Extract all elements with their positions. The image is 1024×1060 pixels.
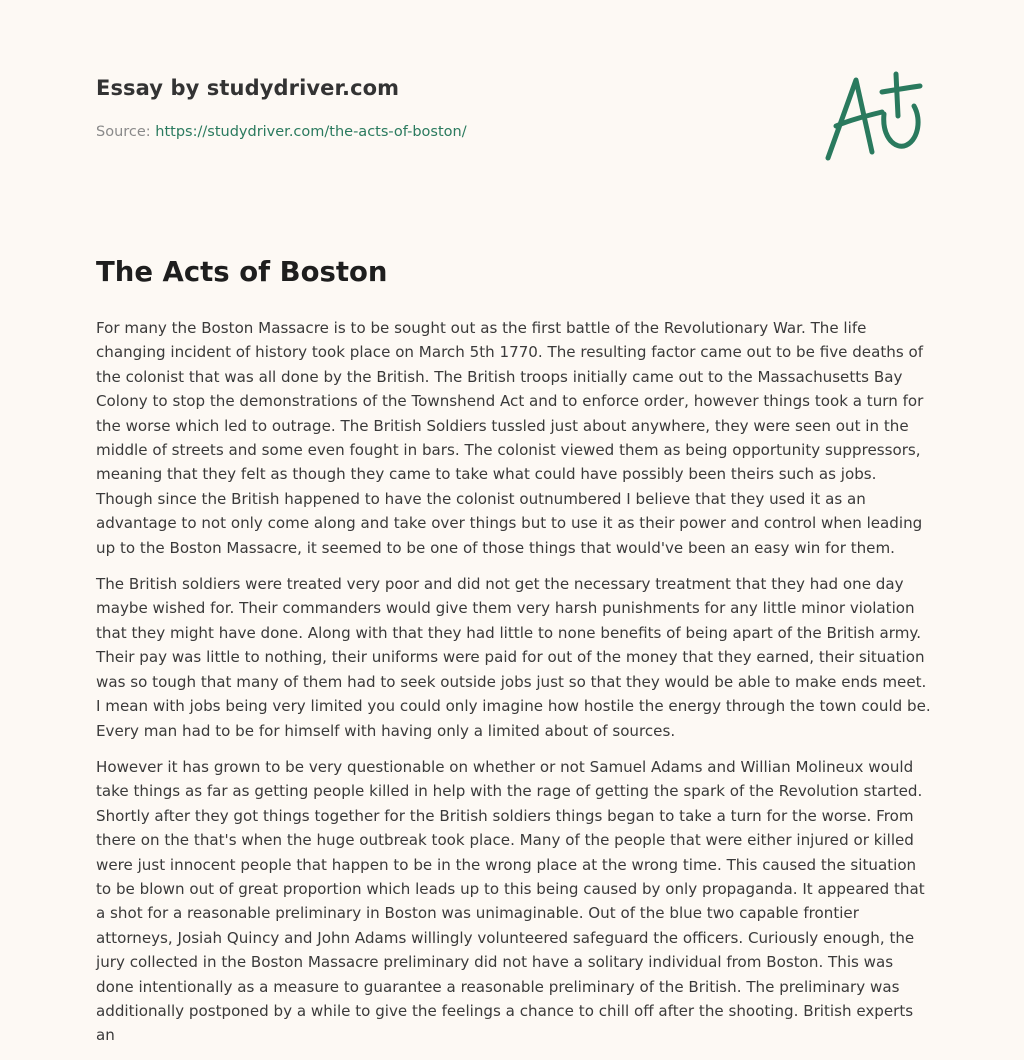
source-label: Source: — [96, 124, 156, 140]
source-line — [96, 124, 467, 140]
paragraph: However it has grown to be very questionable on whether or not Samuel Adams and Willian Molineux would take things as far as getting people killed in help with the rage of getting the spark of the Revolution started. Shortly after they got things together for the British soldiers things began to take a turn for the worse. From there on the that's when the huge outbreak took place. Many of the people that were either injured or killed were just innocent people that happen to be in the wrong place at the wrong time. This caused the situation to be blown out of great proportion which leads up to this being caused by only propaganda. It appeared that a shot for a reasonable preliminary in Boston was unimaginable. Out of the blue two capable frontier attorneys, Josiah Quincy and John Adams willingly volunteered safeguard the officers. Curiously enough, the jury collected in the Boston Massacre preliminary did not have a solitary individual from Boston. This was done intentionally as a measure to guarantee a reasonable preliminary of the British. The preliminary was additionally postponed by a while to give the feelings a chance to chill off after the shooting. British experts an — [96, 757, 925, 1045]
site-title: Essay by studydriver.com — [96, 76, 400, 100]
document-title: The Acts of Boston — [96, 256, 388, 288]
essay-body — [96, 316, 931, 1060]
paragraph: The British soldiers were treated very poor and did not get the necessary treatment that they had one day maybe wished for. Their commanders would give them very harsh punishments for any little minor violation that they might have done. Along with that they had little to none benefits of being apart of the British army. Their pay was little to nothing, their uniforms were paid for out of the money that they earned, their situation was so tough that many of them had to seek outside jobs just so that they would be able to make ends meet. I mean with jobs being very limited you could only imagine how hostile the energy through the town could be. Every man had to be for himself with having only a limited about of sources. — [96, 575, 931, 740]
source-link[interactable]: https://studydriver.com/the-acts-of-boston/ — [155, 124, 467, 140]
essay-header — [96, 0, 931, 210]
paragraph: For many the Boston Massacre is to be sought out as the first battle of the Revolutionary War. The life changing incident of history took place on March 5th 1770. The resulting factor came out to be five deaths of the colonist that was all done by the British. The British troops initially came out to the Massachusetts Bay Colony to stop the demonstrations of the Townshend Act and to enforce order, however things took a turn for the worse which led to outrage. The British Soldiers tussled just about anywhere, they were seen out in the middle of streets and some even fought in bars. The colonist viewed them as being opportunity suppressors, meaning that they felt as though they came to take what could have possibly been theirs such as jobs. Though since the British happened to have the colonist outnumbered I believe that they used it as an advantage to not only come along and take over things but to use it as their power and control when leading up to the Boston Massacre, it seemed to be one of those things that would've been an easy win for them. — [96, 319, 924, 557]
essay-page — [96, 0, 931, 1045]
a-plus-logo-icon — [822, 68, 926, 164]
